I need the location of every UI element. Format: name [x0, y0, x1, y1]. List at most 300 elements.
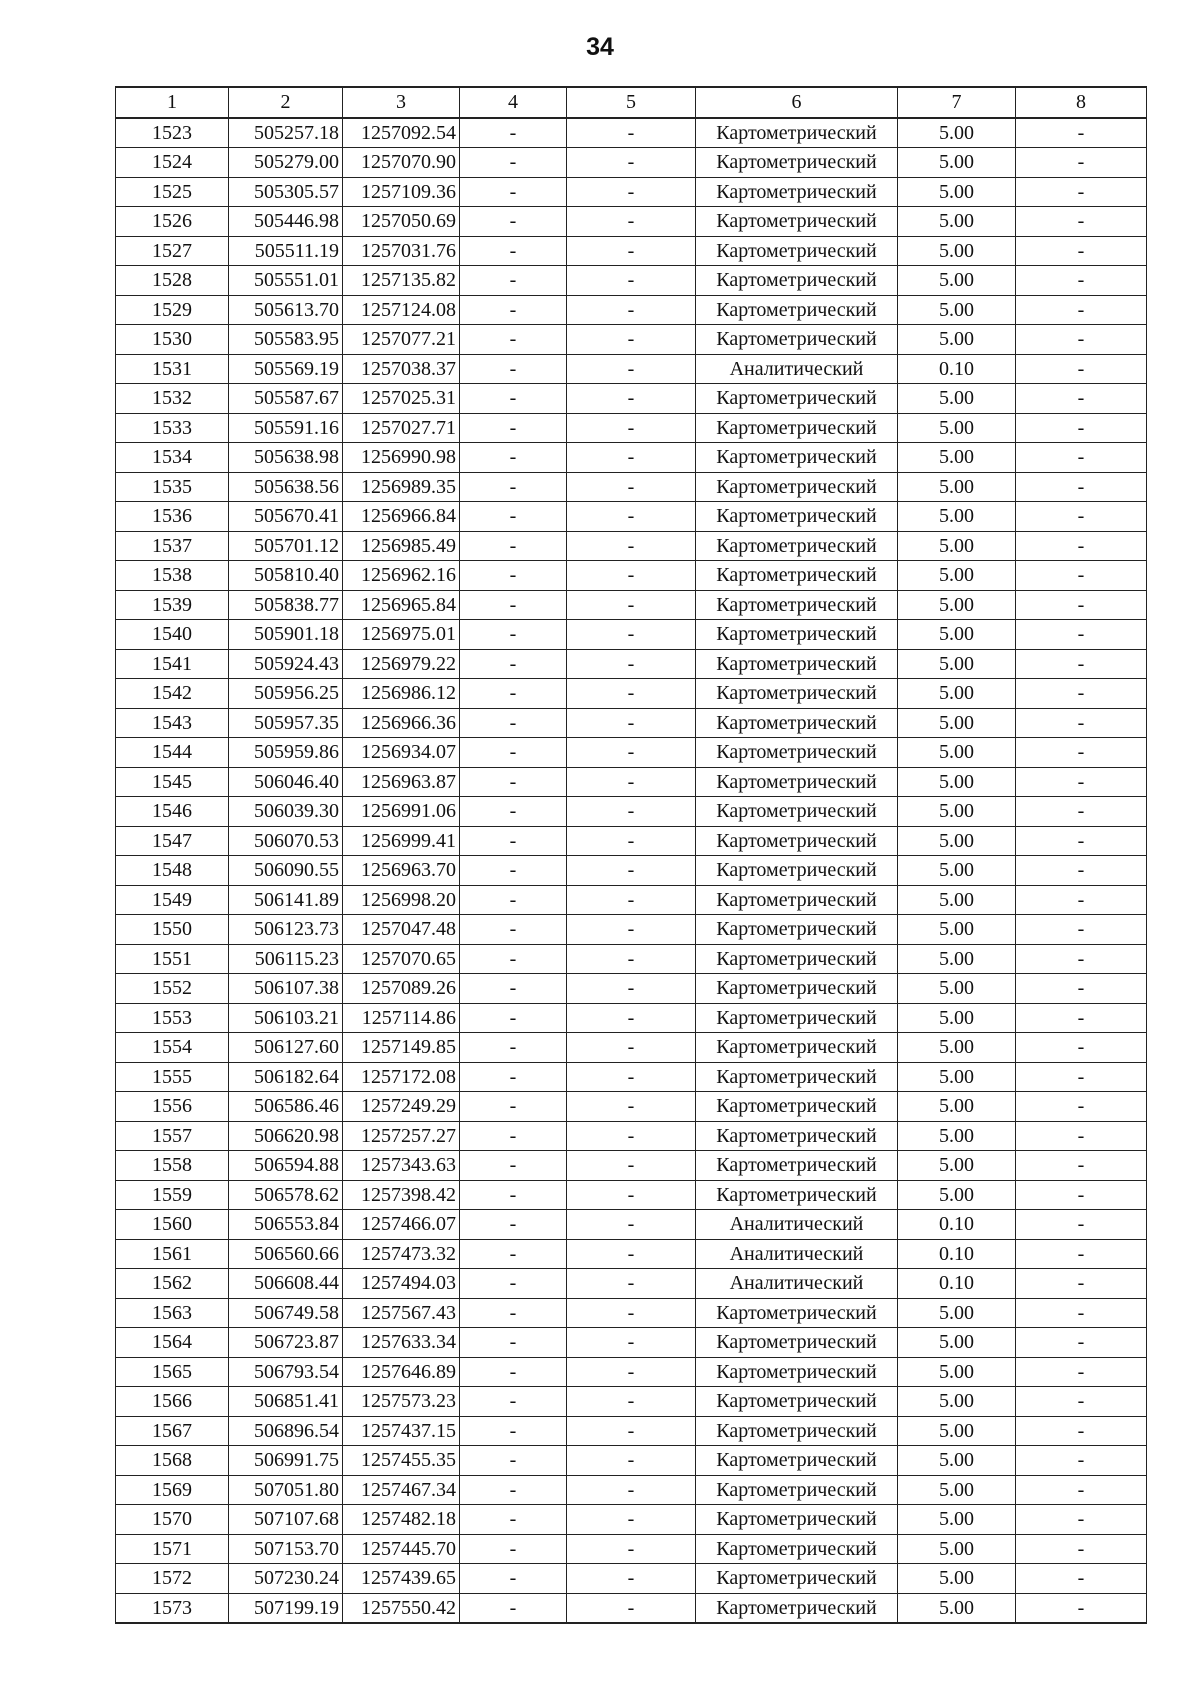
point-number-cell: 1524 — [116, 148, 229, 178]
table-row — [116, 1092, 1147, 1122]
method-cell: Картометрический — [696, 148, 898, 178]
y-coordinate-cell: 1256999.41 — [343, 826, 460, 856]
column-4-cell: - — [460, 767, 567, 797]
column-5-cell: - — [567, 207, 696, 237]
point-number-cell: 1556 — [116, 1092, 229, 1122]
accuracy-cell: 5.00 — [898, 1534, 1016, 1564]
column-8-cell: - — [1016, 1328, 1147, 1358]
x-coordinate-cell: 505956.25 — [229, 679, 343, 709]
column-header: 5 — [567, 87, 696, 118]
point-number-cell: 1572 — [116, 1564, 229, 1594]
column-5-cell: - — [567, 325, 696, 355]
point-number-cell: 1563 — [116, 1298, 229, 1328]
column-8-cell: - — [1016, 797, 1147, 827]
column-4-cell: - — [460, 502, 567, 532]
column-5-cell: - — [567, 1298, 696, 1328]
x-coordinate-cell: 506620.98 — [229, 1121, 343, 1151]
method-cell: Картометрический — [696, 177, 898, 207]
column-5-cell: - — [567, 590, 696, 620]
y-coordinate-cell: 1257494.03 — [343, 1269, 460, 1299]
column-8-cell: - — [1016, 1446, 1147, 1476]
accuracy-cell: 5.00 — [898, 1003, 1016, 1033]
method-cell: Картометрический — [696, 1092, 898, 1122]
accuracy-cell: 5.00 — [898, 1151, 1016, 1181]
method-cell: Картометрический — [696, 266, 898, 296]
column-5-cell: - — [567, 1593, 696, 1623]
column-4-cell: - — [460, 325, 567, 355]
table-row — [116, 797, 1147, 827]
point-number-cell: 1545 — [116, 767, 229, 797]
y-coordinate-cell: 1256934.07 — [343, 738, 460, 768]
x-coordinate-cell: 506896.54 — [229, 1416, 343, 1446]
point-number-cell: 1553 — [116, 1003, 229, 1033]
column-8-cell: - — [1016, 1003, 1147, 1033]
column-8-cell: - — [1016, 1062, 1147, 1092]
column-4-cell: - — [460, 472, 567, 502]
method-cell: Картометрический — [696, 708, 898, 738]
point-number-cell: 1539 — [116, 590, 229, 620]
point-number-cell: 1551 — [116, 944, 229, 974]
table-row — [116, 1239, 1147, 1269]
column-4-cell: - — [460, 413, 567, 443]
table-row — [116, 148, 1147, 178]
column-5-cell: - — [567, 1534, 696, 1564]
column-8-cell: - — [1016, 502, 1147, 532]
accuracy-cell: 5.00 — [898, 1121, 1016, 1151]
y-coordinate-cell: 1257070.90 — [343, 148, 460, 178]
point-number-cell: 1531 — [116, 354, 229, 384]
x-coordinate-cell: 505901.18 — [229, 620, 343, 650]
point-number-cell: 1532 — [116, 384, 229, 414]
method-cell: Картометрический — [696, 1505, 898, 1535]
column-5-cell: - — [567, 826, 696, 856]
column-4-cell: - — [460, 915, 567, 945]
x-coordinate-cell: 505551.01 — [229, 266, 343, 296]
column-8-cell: - — [1016, 974, 1147, 1004]
point-number-cell: 1564 — [116, 1328, 229, 1358]
x-coordinate-cell: 506046.40 — [229, 767, 343, 797]
method-cell: Картометрический — [696, 1387, 898, 1417]
accuracy-cell: 5.00 — [898, 1416, 1016, 1446]
table-row — [116, 1003, 1147, 1033]
column-8-cell: - — [1016, 1298, 1147, 1328]
method-cell: Картометрический — [696, 1298, 898, 1328]
column-8-cell: - — [1016, 384, 1147, 414]
column-4-cell: - — [460, 177, 567, 207]
column-5-cell: - — [567, 620, 696, 650]
column-4-cell: - — [460, 1505, 567, 1535]
point-number-cell: 1529 — [116, 295, 229, 325]
x-coordinate-cell: 505638.56 — [229, 472, 343, 502]
column-8-cell: - — [1016, 915, 1147, 945]
column-4-cell: - — [460, 148, 567, 178]
method-cell: Картометрический — [696, 413, 898, 443]
column-4-cell: - — [460, 443, 567, 473]
y-coordinate-cell: 1256965.84 — [343, 590, 460, 620]
point-number-cell: 1554 — [116, 1033, 229, 1063]
accuracy-cell: 5.00 — [898, 325, 1016, 355]
point-number-cell: 1547 — [116, 826, 229, 856]
column-8-cell: - — [1016, 826, 1147, 856]
x-coordinate-cell: 506182.64 — [229, 1062, 343, 1092]
column-8-cell: - — [1016, 1416, 1147, 1446]
y-coordinate-cell: 1257437.15 — [343, 1416, 460, 1446]
column-8-cell: - — [1016, 620, 1147, 650]
accuracy-cell: 5.00 — [898, 1357, 1016, 1387]
column-4-cell: - — [460, 531, 567, 561]
coordinates-table — [115, 86, 1147, 1624]
column-5-cell: - — [567, 974, 696, 1004]
table-body — [116, 118, 1147, 1624]
column-5-cell: - — [567, 118, 696, 148]
x-coordinate-cell: 506090.55 — [229, 856, 343, 886]
accuracy-cell: 5.00 — [898, 1092, 1016, 1122]
accuracy-cell: 5.00 — [898, 443, 1016, 473]
method-cell: Картометрический — [696, 1534, 898, 1564]
point-number-cell: 1546 — [116, 797, 229, 827]
header-row — [116, 87, 1147, 118]
method-cell: Картометрический — [696, 236, 898, 266]
accuracy-cell: 5.00 — [898, 708, 1016, 738]
x-coordinate-cell: 506039.30 — [229, 797, 343, 827]
column-4-cell: - — [460, 266, 567, 296]
column-8-cell: - — [1016, 236, 1147, 266]
y-coordinate-cell: 1257031.76 — [343, 236, 460, 266]
table-row — [116, 1062, 1147, 1092]
column-8-cell: - — [1016, 177, 1147, 207]
accuracy-cell: 5.00 — [898, 148, 1016, 178]
x-coordinate-cell: 507199.19 — [229, 1593, 343, 1623]
accuracy-cell: 0.10 — [898, 1210, 1016, 1240]
column-4-cell: - — [460, 1446, 567, 1476]
point-number-cell: 1552 — [116, 974, 229, 1004]
column-4-cell: - — [460, 826, 567, 856]
column-4-cell: - — [460, 561, 567, 591]
column-4-cell: - — [460, 974, 567, 1004]
point-number-cell: 1567 — [116, 1416, 229, 1446]
point-number-cell: 1557 — [116, 1121, 229, 1151]
column-8-cell: - — [1016, 325, 1147, 355]
x-coordinate-cell: 506793.54 — [229, 1357, 343, 1387]
method-cell: Картометрический — [696, 885, 898, 915]
column-5-cell: - — [567, 1003, 696, 1033]
table-row — [116, 531, 1147, 561]
table-row — [116, 826, 1147, 856]
x-coordinate-cell: 505638.98 — [229, 443, 343, 473]
y-coordinate-cell: 1256966.36 — [343, 708, 460, 738]
x-coordinate-cell: 506553.84 — [229, 1210, 343, 1240]
y-coordinate-cell: 1257439.65 — [343, 1564, 460, 1594]
table-row — [116, 502, 1147, 532]
column-8-cell: - — [1016, 1593, 1147, 1623]
x-coordinate-cell: 505446.98 — [229, 207, 343, 237]
table-row — [116, 974, 1147, 1004]
column-5-cell: - — [567, 679, 696, 709]
x-coordinate-cell: 506723.87 — [229, 1328, 343, 1358]
table-row — [116, 738, 1147, 768]
y-coordinate-cell: 1256979.22 — [343, 649, 460, 679]
column-8-cell: - — [1016, 531, 1147, 561]
table-row — [116, 1357, 1147, 1387]
table-row — [116, 708, 1147, 738]
column-4-cell: - — [460, 236, 567, 266]
y-coordinate-cell: 1257482.18 — [343, 1505, 460, 1535]
accuracy-cell: 5.00 — [898, 1062, 1016, 1092]
x-coordinate-cell: 506070.53 — [229, 826, 343, 856]
point-number-cell: 1537 — [116, 531, 229, 561]
point-number-cell: 1570 — [116, 1505, 229, 1535]
column-5-cell: - — [567, 1210, 696, 1240]
table-row — [116, 915, 1147, 945]
point-number-cell: 1562 — [116, 1269, 229, 1299]
table-row — [116, 679, 1147, 709]
point-number-cell: 1548 — [116, 856, 229, 886]
method-cell: Картометрический — [696, 443, 898, 473]
page-number: 34 — [586, 33, 614, 61]
x-coordinate-cell: 506851.41 — [229, 1387, 343, 1417]
method-cell: Аналитический — [696, 354, 898, 384]
method-cell: Картометрический — [696, 472, 898, 502]
column-5-cell: - — [567, 472, 696, 502]
column-8-cell: - — [1016, 118, 1147, 148]
table-row — [116, 1534, 1147, 1564]
point-number-cell: 1555 — [116, 1062, 229, 1092]
y-coordinate-cell: 1257149.85 — [343, 1033, 460, 1063]
accuracy-cell: 5.00 — [898, 207, 1016, 237]
point-number-cell: 1565 — [116, 1357, 229, 1387]
method-cell: Аналитический — [696, 1239, 898, 1269]
table-row — [116, 1593, 1147, 1623]
column-header: 2 — [229, 87, 343, 118]
column-4-cell: - — [460, 1062, 567, 1092]
table-row — [116, 295, 1147, 325]
method-cell: Картометрический — [696, 502, 898, 532]
y-coordinate-cell: 1257567.43 — [343, 1298, 460, 1328]
column-8-cell: - — [1016, 1505, 1147, 1535]
accuracy-cell: 5.00 — [898, 1387, 1016, 1417]
column-4-cell: - — [460, 590, 567, 620]
method-cell: Картометрический — [696, 1564, 898, 1594]
table-row — [116, 561, 1147, 591]
y-coordinate-cell: 1256963.87 — [343, 767, 460, 797]
y-coordinate-cell: 1256990.98 — [343, 443, 460, 473]
point-number-cell: 1544 — [116, 738, 229, 768]
table-row — [116, 1328, 1147, 1358]
point-number-cell: 1526 — [116, 207, 229, 237]
method-cell: Картометрический — [696, 207, 898, 237]
x-coordinate-cell: 507051.80 — [229, 1475, 343, 1505]
column-4-cell: - — [460, 620, 567, 650]
point-number-cell: 1573 — [116, 1593, 229, 1623]
point-number-cell: 1561 — [116, 1239, 229, 1269]
table-row — [116, 443, 1147, 473]
column-8-cell: - — [1016, 1210, 1147, 1240]
method-cell: Картометрический — [696, 1033, 898, 1063]
x-coordinate-cell: 505701.12 — [229, 531, 343, 561]
x-coordinate-cell: 505305.57 — [229, 177, 343, 207]
point-number-cell: 1558 — [116, 1151, 229, 1181]
table-row — [116, 1446, 1147, 1476]
column-4-cell: - — [460, 1416, 567, 1446]
point-number-cell: 1550 — [116, 915, 229, 945]
column-4-cell: - — [460, 384, 567, 414]
table-row — [116, 1210, 1147, 1240]
table-row — [116, 207, 1147, 237]
column-8-cell: - — [1016, 1239, 1147, 1269]
column-5-cell: - — [567, 354, 696, 384]
point-number-cell: 1543 — [116, 708, 229, 738]
y-coordinate-cell: 1257070.65 — [343, 944, 460, 974]
accuracy-cell: 5.00 — [898, 1328, 1016, 1358]
accuracy-cell: 5.00 — [898, 649, 1016, 679]
table-row — [116, 1475, 1147, 1505]
point-number-cell: 1571 — [116, 1534, 229, 1564]
method-cell: Картометрический — [696, 1062, 898, 1092]
x-coordinate-cell: 506594.88 — [229, 1151, 343, 1181]
column-4-cell: - — [460, 708, 567, 738]
x-coordinate-cell: 506141.89 — [229, 885, 343, 915]
column-5-cell: - — [567, 856, 696, 886]
column-4-cell: - — [460, 1387, 567, 1417]
column-5-cell: - — [567, 1328, 696, 1358]
column-5-cell: - — [567, 236, 696, 266]
accuracy-cell: 5.00 — [898, 531, 1016, 561]
point-number-cell: 1569 — [116, 1475, 229, 1505]
column-5-cell: - — [567, 502, 696, 532]
point-number-cell: 1530 — [116, 325, 229, 355]
column-5-cell: - — [567, 413, 696, 443]
column-5-cell: - — [567, 1475, 696, 1505]
accuracy-cell: 5.00 — [898, 266, 1016, 296]
x-coordinate-cell: 505924.43 — [229, 649, 343, 679]
x-coordinate-cell: 505511.19 — [229, 236, 343, 266]
table-row — [116, 384, 1147, 414]
column-header: 4 — [460, 87, 567, 118]
accuracy-cell: 5.00 — [898, 502, 1016, 532]
table-row — [116, 1033, 1147, 1063]
accuracy-cell: 5.00 — [898, 295, 1016, 325]
accuracy-cell: 5.00 — [898, 885, 1016, 915]
column-5-cell: - — [567, 767, 696, 797]
column-5-cell: - — [567, 531, 696, 561]
y-coordinate-cell: 1256998.20 — [343, 885, 460, 915]
point-number-cell: 1523 — [116, 118, 229, 148]
x-coordinate-cell: 506107.38 — [229, 974, 343, 1004]
x-coordinate-cell: 506749.58 — [229, 1298, 343, 1328]
column-8-cell: - — [1016, 561, 1147, 591]
column-4-cell: - — [460, 1092, 567, 1122]
column-8-cell: - — [1016, 1151, 1147, 1181]
x-coordinate-cell: 505613.70 — [229, 295, 343, 325]
column-8-cell: - — [1016, 266, 1147, 296]
y-coordinate-cell: 1257257.27 — [343, 1121, 460, 1151]
y-coordinate-cell: 1256985.49 — [343, 531, 460, 561]
column-4-cell: - — [460, 295, 567, 325]
column-8-cell: - — [1016, 856, 1147, 886]
column-5-cell: - — [567, 1357, 696, 1387]
table-row — [116, 620, 1147, 650]
method-cell: Картометрический — [696, 561, 898, 591]
method-cell: Картометрический — [696, 1180, 898, 1210]
y-coordinate-cell: 1257398.42 — [343, 1180, 460, 1210]
column-4-cell: - — [460, 1239, 567, 1269]
y-coordinate-cell: 1257077.21 — [343, 325, 460, 355]
column-4-cell: - — [460, 1121, 567, 1151]
column-5-cell: - — [567, 649, 696, 679]
method-cell: Картометрический — [696, 295, 898, 325]
column-4-cell: - — [460, 1593, 567, 1623]
accuracy-cell: 5.00 — [898, 738, 1016, 768]
column-5-cell: - — [567, 1121, 696, 1151]
column-4-cell: - — [460, 1357, 567, 1387]
point-number-cell: 1525 — [116, 177, 229, 207]
x-coordinate-cell: 505583.95 — [229, 325, 343, 355]
column-4-cell: - — [460, 1269, 567, 1299]
accuracy-cell: 5.00 — [898, 1505, 1016, 1535]
y-coordinate-cell: 1257473.32 — [343, 1239, 460, 1269]
column-5-cell: - — [567, 1505, 696, 1535]
y-coordinate-cell: 1256962.16 — [343, 561, 460, 591]
method-cell: Картометрический — [696, 1003, 898, 1033]
column-8-cell: - — [1016, 472, 1147, 502]
column-8-cell: - — [1016, 1180, 1147, 1210]
x-coordinate-cell: 506608.44 — [229, 1269, 343, 1299]
table-row — [116, 236, 1147, 266]
point-number-cell: 1533 — [116, 413, 229, 443]
point-number-cell: 1559 — [116, 1180, 229, 1210]
column-5-cell: - — [567, 1269, 696, 1299]
point-number-cell: 1535 — [116, 472, 229, 502]
column-5-cell: - — [567, 1092, 696, 1122]
method-cell: Картометрический — [696, 1416, 898, 1446]
accuracy-cell: 0.10 — [898, 354, 1016, 384]
table-row — [116, 649, 1147, 679]
column-5-cell: - — [567, 944, 696, 974]
y-coordinate-cell: 1256989.35 — [343, 472, 460, 502]
x-coordinate-cell: 506123.73 — [229, 915, 343, 945]
table-row — [116, 856, 1147, 886]
column-8-cell: - — [1016, 148, 1147, 178]
method-cell: Картометрический — [696, 1121, 898, 1151]
x-coordinate-cell: 505957.35 — [229, 708, 343, 738]
column-4-cell: - — [460, 118, 567, 148]
y-coordinate-cell: 1256963.70 — [343, 856, 460, 886]
table-row — [116, 1151, 1147, 1181]
y-coordinate-cell: 1257573.23 — [343, 1387, 460, 1417]
method-cell: Картометрический — [696, 384, 898, 414]
x-coordinate-cell: 505959.86 — [229, 738, 343, 768]
table-row — [116, 325, 1147, 355]
y-coordinate-cell: 1257455.35 — [343, 1446, 460, 1476]
column-4-cell: - — [460, 1210, 567, 1240]
column-header: 3 — [343, 87, 460, 118]
table-header — [116, 87, 1147, 118]
column-8-cell: - — [1016, 1092, 1147, 1122]
x-coordinate-cell: 506115.23 — [229, 944, 343, 974]
column-8-cell: - — [1016, 1475, 1147, 1505]
x-coordinate-cell: 505838.77 — [229, 590, 343, 620]
column-8-cell: - — [1016, 590, 1147, 620]
table-row — [116, 767, 1147, 797]
y-coordinate-cell: 1256991.06 — [343, 797, 460, 827]
column-5-cell: - — [567, 384, 696, 414]
column-5-cell: - — [567, 738, 696, 768]
accuracy-cell: 5.00 — [898, 1298, 1016, 1328]
accuracy-cell: 5.00 — [898, 679, 1016, 709]
accuracy-cell: 5.00 — [898, 797, 1016, 827]
method-cell: Картометрический — [696, 649, 898, 679]
accuracy-cell: 5.00 — [898, 472, 1016, 502]
